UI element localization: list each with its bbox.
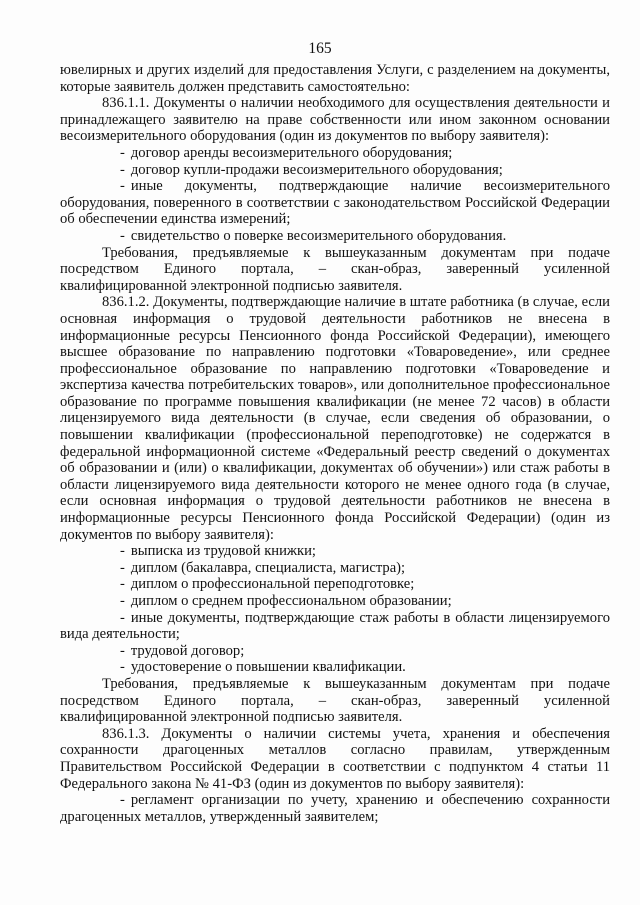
list-item <box>60 659 610 676</box>
list-item <box>60 178 610 228</box>
list-item <box>60 560 610 577</box>
bullet-dash: - <box>120 543 125 560</box>
page-number: 165 <box>308 40 332 57</box>
bullet-dash: - <box>120 161 125 178</box>
document-body <box>60 62 610 825</box>
bullet-dash: - <box>120 144 125 161</box>
bullet-dash: - <box>120 576 125 593</box>
list-item <box>60 543 610 560</box>
bullet-dash: - <box>120 227 125 244</box>
bullet-dash: - <box>120 178 125 195</box>
list-item-text: свидетельство о поверке весоизмерительного оборудования. <box>130 227 507 244</box>
list-item-text: регламент организации по учету, хранению и обеспечению сохранности драгоценных металлов, утвержденный заявителем; <box>60 792 610 825</box>
list-item-text: удостоверение о повышении квалификации. <box>130 659 406 676</box>
paragraph-requirements-1: Требования, предъявляемые к вышеуказанным документам при подаче посредством Единого портала, – скан-образ, заверенный усиленной квалифицированной электронной подписью заявителя. <box>60 244 610 294</box>
list-item-text: договор купли-продажи весоизмерительного оборудования; <box>130 161 503 178</box>
bullet-dash: - <box>120 792 125 809</box>
bullet-dash: - <box>120 593 125 609</box>
paragraph-836-1-3: 836.1.3. Документы о наличии системы учета, хранения и обеспечения сохранности драгоценных металлов согласно правилам, утвержденным Правительством Российской Федерации в соответствии с подпунктом 4 статьи 11 Федерального закона № 41-ФЗ (один из документов по выбору заявителя): <box>60 725 610 792</box>
list-item-text: договор аренды весоизмерительного оборудования; <box>130 144 453 161</box>
list-item <box>60 145 610 162</box>
list-item-text: выписка из трудовой книжки; <box>130 543 316 560</box>
list-item <box>60 610 610 643</box>
list-item <box>60 593 610 610</box>
list-item-text: трудовой договор; <box>130 642 245 659</box>
paragraph-836-1-2: 836.1.2. Документы, подтверждающие наличие в штате работника (в случае, если основная информация о трудовой деятельности работников не внесена в информационные ресурсы Пенсионного фонда Российской Федерации), имеющего высшее образование по направлению подготовки «Товароведение», или среднее профессиональное образование по направлению подготовки «Товароведение и экспертиза качества потребительских товаров», или дополнительное профессиональное образование по программе повышения квалификации (не менее 72 часов) в области лицензируемого вида деятельности (в случае, если сведения об образовании, о повышении квалификации (профессиональной переподготовке) не содержатся в федеральной информационной системе «Федеральный реестр сведений о документах об образовании и (или) о квалификации, документах об обучении») или стаж работы в области лицензируемого вида деятельности которого не менее одного года (в случае, если основная информация о трудовой деятельности работников не внесена в информационные ресурсы Пенсионного фонда Российской Федерации) (один из документов по выбору заявителя): <box>60 294 610 543</box>
bullet-dash: - <box>120 659 125 676</box>
bullet-dash: - <box>120 559 125 576</box>
paragraph-intro: ювелирных и других изделий для предоставления Услуги, с разделением на документы, которые заявитель должен представить самостоятельно: <box>60 62 610 95</box>
list-item-text: диплом о среднем профессиональном образовании; <box>130 593 452 609</box>
list-item-text: иные документы, подтверждающие наличие весоизмерительного оборудования, поверенного в соответствии с законодательством Российской Федерации об обеспечении единства измерений; <box>60 178 610 228</box>
bullet-dash: - <box>120 609 125 626</box>
list-item <box>60 792 610 825</box>
list-item-text: диплом о профессиональной переподготовке; <box>130 576 415 593</box>
paragraph-836-1-1: 836.1.1. Документы о наличии необходимого для осуществления деятельности и принадлежащего заявителю на праве собственности или ином законном основании весоизмерительного оборудования (один из документов по выбору заявителя): <box>60 95 610 145</box>
list-item <box>60 576 610 593</box>
paragraph-requirements-2: Требования, предъявляемые к вышеуказанным документам при подаче посредством Единого портала, – скан-образ, заверенный усиленной квалифицированной электронной подписью заявителя. <box>60 675 610 726</box>
list-item <box>60 643 610 660</box>
list-item-text: иные документы, подтверждающие стаж работы в области лицензируемого вида деятельности; <box>60 609 610 643</box>
bullet-dash: - <box>120 642 125 659</box>
list-item <box>60 228 610 245</box>
list-item-text: диплом (бакалавра, специалиста, магистра); <box>130 559 406 576</box>
list-item <box>60 162 610 179</box>
